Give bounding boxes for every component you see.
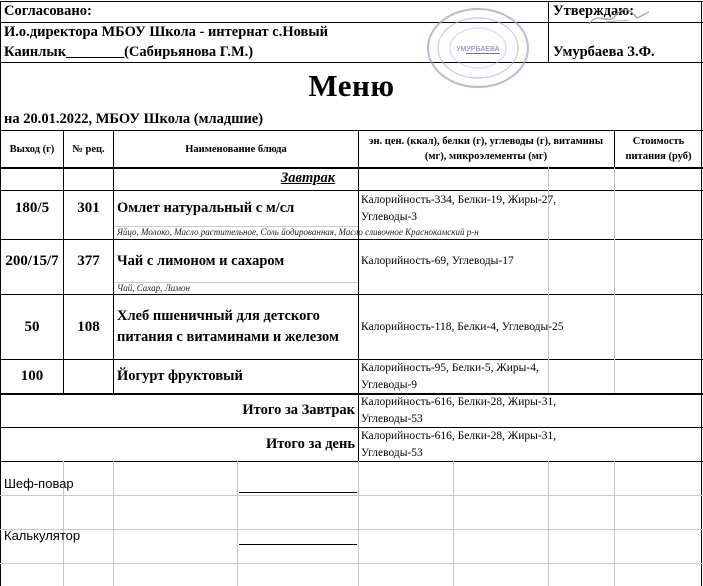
- total-nutrition: Калорийность-616, Белки-28, Жиры-31, Углеводы-53: [361, 395, 557, 425]
- dish-nutrition: Калорийность-95, Белки-5, Жиры-4, Углеводы-9: [361, 361, 539, 391]
- stamp-text: УМУРБАЕВА: [456, 46, 500, 53]
- dish-output: 180/5: [14, 200, 50, 216]
- page-title: Меню: [308, 68, 395, 103]
- page-subtitle: на 20.01.2022, МБОУ Школа (младшие): [4, 111, 264, 127]
- dish-output: 50: [24, 318, 40, 335]
- dish-nutrition: Калорийность-69, Углеводы-17: [361, 254, 514, 267]
- column-header-dish: Наименование блюда: [185, 143, 287, 155]
- signature-scribble: [585, 4, 655, 30]
- dish-output: 200/15/7: [5, 252, 59, 269]
- dish-recipe: 108: [77, 318, 100, 335]
- total-label: Итого за Завтрак: [242, 402, 355, 418]
- column-header-cost: Стоимость питания (руб): [625, 136, 692, 162]
- dish-recipe: [64, 360, 113, 393]
- approver-line-2: Каинлык________(Сабирьянова Г.М.): [4, 44, 254, 60]
- dish-nutrition: Калорийность-334, Белки-19, Жиры-27, Углеводы-3: [361, 193, 557, 223]
- calculator-signature-line: [239, 544, 357, 545]
- dish-nutrition: Калорийность-118, Белки-4, Углеводы-25: [361, 320, 564, 333]
- dish-name: Омлет натуральный с м/сл: [117, 200, 295, 216]
- dish-name: Чай с лимоном и сахаром: [117, 252, 285, 269]
- confirmer-name: Умурбаева З.Ф.: [553, 44, 655, 60]
- column-header-nutrition: эн. цен. (ккал), белки (г), углеводы (г), витамины (мг), микроэлементы (мг): [368, 136, 604, 162]
- dish-ingredients: Чай, Сахар, Лимон: [117, 283, 190, 293]
- total-label: Итого за день: [265, 436, 355, 452]
- dish-output: 100: [20, 368, 44, 384]
- calculator-label: Калькулятор: [4, 528, 81, 543]
- chef-signature-line: [239, 492, 357, 493]
- dish-recipe: 377: [77, 252, 100, 269]
- dish-recipe: 301: [77, 200, 100, 216]
- dish-name: Йогурт фруктовый: [117, 368, 243, 384]
- confirm-label: Утверждаю:: [553, 3, 635, 19]
- meal-title: Завтрак: [280, 170, 336, 186]
- total-nutrition: Калорийность-616, Белки-28, Жиры-31, Углеводы-53: [361, 429, 557, 459]
- approved-label: Согласовано:: [4, 3, 92, 19]
- column-header-recipe: № рец.: [72, 143, 105, 155]
- dish-name: Хлеб пшеничный для детского питания с витаминами и железом: [117, 308, 339, 345]
- chef-label: Шеф-повар: [4, 476, 74, 491]
- column-header-output: Выход (г): [9, 143, 55, 155]
- dish-ingredients: Яйцо, Молоко, Масло растительное, Соль йодированная, Масло сливочное Краснокамский р-н: [117, 227, 479, 237]
- approver-line-1: И.о.директора МБОУ Школа - интернат с.Новый: [4, 24, 328, 40]
